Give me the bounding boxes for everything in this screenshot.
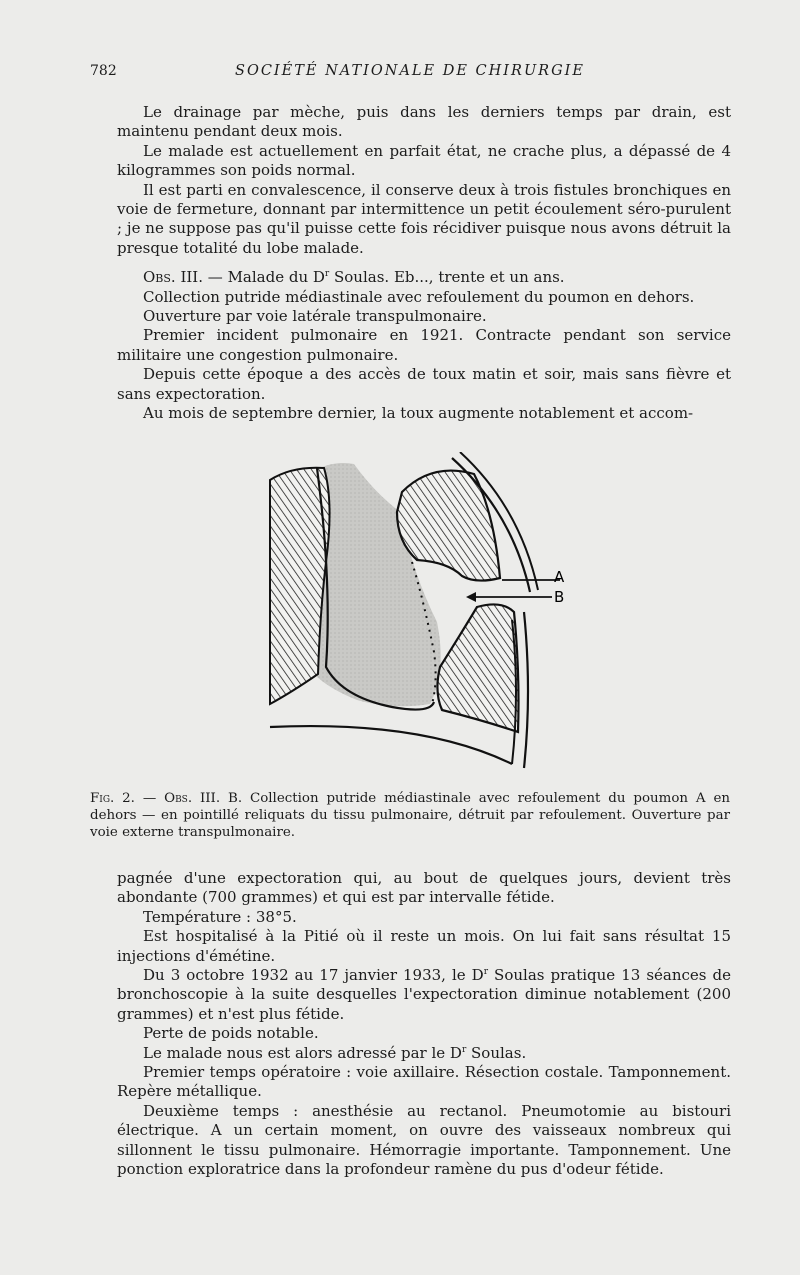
anatomical-figure xyxy=(262,452,582,777)
label-a: A xyxy=(554,568,565,586)
paragraph: Le malade est actuellement en parfait état, ne crache plus, a dépassé de 4 kilogrammes son poids normal. xyxy=(117,141,731,180)
paragraph: pagnée d'une expectoration qui, au bout de quelques jours, devient très abondante (700 grammes) et qui est par intervalle fétide. xyxy=(117,869,731,907)
paragraph xyxy=(117,966,731,1024)
paragraph: Premier incident pulmonaire en 1921. Contracte pendant son service militaire une congestion pulmonaire. xyxy=(117,326,731,364)
paragraph: Est hospitalisé à la Pitié où il reste un mois. On lui fait sans résultat 15 injections d'émétine. xyxy=(117,927,731,965)
paragraph: Depuis cette époque a des accès de toux matin et soir, mais sans fièvre et sans expectoration. xyxy=(117,365,731,403)
caption-text: B. Collection putride médiastinale avec refoulement du poumon A en dehors — en pointillé reliquats du tissu pulmonaire, détruit par refoulement. Ouverture par voie externe transpulmonaire. xyxy=(90,791,730,840)
p4-after: Soulas pratique 13 séances de bronchoscopie à la suite desquelles l'expectoration diminue notablement (200 grammes) et n'est plus fétide. xyxy=(117,966,731,1023)
diaphragm-line xyxy=(270,726,512,764)
p6-after: Soulas. xyxy=(466,1043,527,1062)
obs-after: Soulas. Eb..., trente et un ans. xyxy=(329,268,565,287)
figure-drawing xyxy=(262,452,582,777)
caption-obs: Obs. III. xyxy=(164,791,221,806)
lower-lung xyxy=(437,604,518,732)
arrow-b-head xyxy=(466,592,476,602)
running-header xyxy=(90,63,730,83)
running-title: SOCIÉTÉ NATIONALE DE CHIRURGIE xyxy=(235,63,585,79)
paragraph: Au mois de septembre dernier, la toux augmente notablement et accom- xyxy=(143,404,694,423)
paragraph: Ouverture par voie latérale transpulmonaire. xyxy=(143,307,487,326)
paragraph: Premier temps opératoire : voie axillaire. Résection costale. Tamponnement. Repère métallique. xyxy=(117,1063,731,1101)
paragraph: Deuxième temps : anesthésie au rectanol. Pneumotomie au bistouri électrique. A un certain moment, on ouvre des vaisseaux nombreux qui sillonnent le tissu pulmonaire. Hémorragie importante. Tamponnement. Une ponction exploratrice dans la profondeur ramène du pus d'odeur fétide. xyxy=(117,1101,731,1179)
label-b: B xyxy=(554,588,565,606)
paragraph xyxy=(117,1044,731,1063)
obs-dash: — xyxy=(207,268,223,287)
observation-heading xyxy=(117,268,731,287)
text-block-top xyxy=(117,103,731,424)
chest-wall-lower-outer xyxy=(524,612,528,768)
paragraph: Collection putride médiastinale avec refoulement du poumon en dehors. xyxy=(143,287,695,306)
obs-label: Obs. III. xyxy=(143,268,203,287)
paragraph: Température : 38°5. xyxy=(143,907,297,926)
paragraph: Perte de poids notable. xyxy=(143,1024,319,1043)
obs-before: Malade du D xyxy=(227,268,325,287)
p6-before: Le malade nous est alors adressé par le D xyxy=(143,1043,462,1062)
obs-sup: r xyxy=(324,269,330,280)
p6-sup: r xyxy=(461,1044,467,1055)
p4-before: Du 3 octobre 1932 au 17 janvier 1933, le D xyxy=(143,966,484,985)
paragraph: Il est parti en convalescence, il conserve deux à trois fistules bronchiques en voie de fermeture, donnant par intermittence un petit écoulement séro-purulent ; je ne suppose pas qu'il puisse cette fois récidiver puisque nous avons détruit la presque totalité du lobe malade. xyxy=(117,180,731,257)
caption-fig: Fig. 2. xyxy=(90,791,135,806)
figure-caption: Fig. 2. — Obs. III. B. Collection putride médiastinale avec refoulement du poumon A en dehors — en pointillé reliquats du tissu pulmonaire, détruit par refoulement. Ouverture par voie externe transpulmonaire. xyxy=(90,791,730,840)
paragraph: Le drainage par mèche, puis dans les derniers temps par drain, est maintenu pendant deux mois. xyxy=(117,103,731,141)
p4-sup: r xyxy=(483,967,489,978)
page-number: 782 xyxy=(90,63,117,79)
text-block-bottom xyxy=(117,869,731,1180)
